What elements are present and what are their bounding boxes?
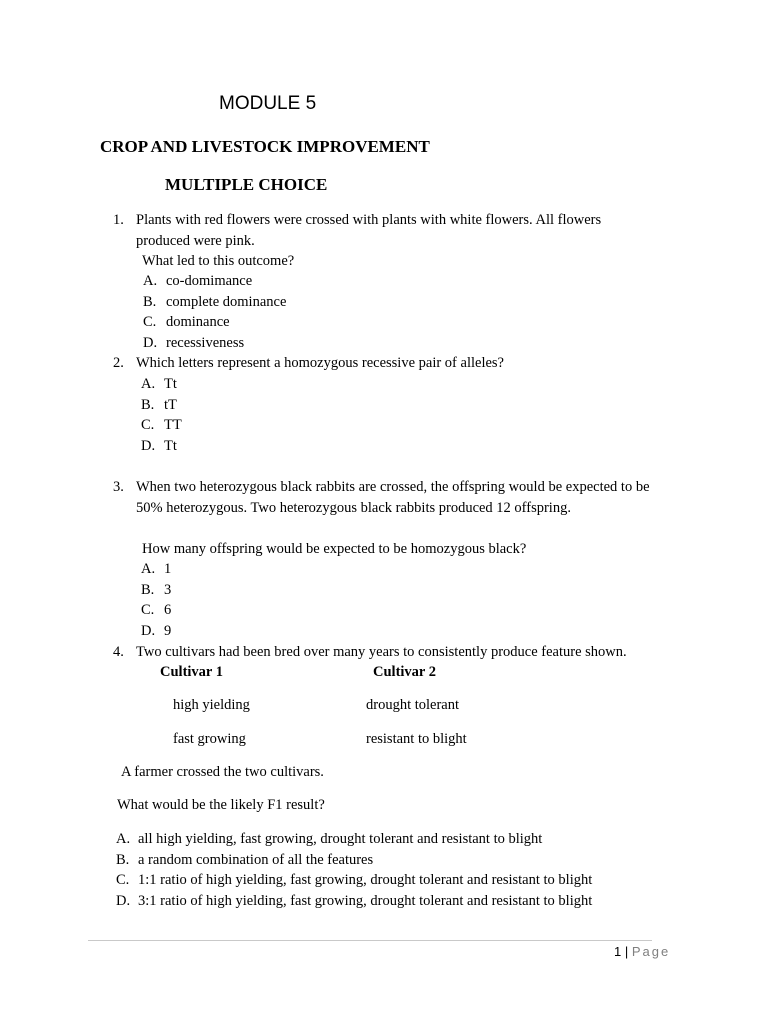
question-text: Which letters represent a homozygous recessive pair of alleles?	[136, 355, 504, 371]
option-text: TT	[164, 417, 182, 433]
table-cell: drought tolerant	[366, 697, 460, 713]
option-letter: B.	[116, 852, 130, 868]
option-text: 3	[164, 582, 172, 598]
table-cell: high yielding	[173, 697, 250, 713]
question-text: 50% heterozygous. Two heterozygous black rabbits produced 12 offspring.	[136, 500, 571, 516]
option-letter: C.	[141, 417, 155, 433]
option-letter: D.	[141, 438, 156, 454]
page-label: Page	[631, 944, 671, 959]
page-title: CROP AND LIVESTOCK IMPROVEMENT	[100, 137, 430, 156]
option-letter: A.	[116, 831, 131, 847]
option-text: complete dominance	[166, 294, 287, 310]
option-text: recessiveness	[166, 335, 245, 351]
question-text: produced were pink.	[136, 233, 255, 249]
option-letter: D.	[141, 623, 156, 639]
option-letter: A.	[141, 376, 156, 392]
table-cell: resistant to blight	[366, 731, 467, 747]
question-text: When two heterozygous black rabbits are crossed, the offspring would be expected to be	[136, 479, 650, 495]
question-prompt: How many offspring would be expected to be homozygous black?	[142, 541, 527, 557]
section-heading: MULTIPLE CHOICE	[165, 175, 328, 194]
option-text: Tt	[164, 438, 177, 454]
question-number: 4.	[113, 644, 124, 660]
page-footer	[614, 944, 670, 959]
table-cell: fast growing	[173, 731, 246, 747]
option-letter: B.	[141, 582, 155, 598]
question-prompt: What would be the likely F1 result?	[117, 797, 325, 813]
question-number: 1.	[113, 212, 124, 228]
option-letter: A.	[141, 561, 156, 577]
question-text: Plants with red flowers were crossed with plants with white flowers. All flowers	[136, 212, 602, 228]
question-number: 3.	[113, 479, 124, 495]
question-number: 2.	[113, 355, 124, 371]
question-prompt: What led to this outcome?	[142, 253, 295, 269]
page-number: 1	[614, 944, 622, 959]
option-text: 3:1 ratio of high yielding, fast growing, drought tolerant and resistant to blight	[138, 893, 593, 909]
option-letter: C.	[141, 602, 155, 618]
option-text: 1	[164, 561, 172, 577]
option-text: 6	[164, 602, 172, 618]
footer-separator: |	[624, 944, 629, 959]
option-text: all high yielding, fast growing, drought tolerant and resistant to blight	[138, 831, 543, 847]
option-letter: D.	[143, 335, 158, 351]
column-header: Cultivar 1	[160, 664, 223, 680]
option-letter: B.	[141, 397, 155, 413]
option-letter: C.	[143, 314, 157, 330]
option-text: 9	[164, 623, 172, 639]
option-text: Tt	[164, 376, 177, 392]
question-statement: A farmer crossed the two cultivars.	[121, 764, 324, 780]
column-header: Cultivar 2	[373, 664, 436, 680]
option-text: co-domimance	[166, 273, 253, 289]
option-letter: C.	[116, 872, 130, 888]
option-text: tT	[164, 397, 177, 413]
option-letter: A.	[143, 273, 158, 289]
option-text: 1:1 ratio of high yielding, fast growing, drought tolerant and resistant to blight	[138, 872, 593, 888]
module-title: MODULE 5	[219, 93, 317, 114]
question-text: Two cultivars had been bred over many years to consistently produce feature shown.	[136, 644, 627, 660]
option-text: a random combination of all the features	[138, 852, 374, 868]
option-letter: D.	[116, 893, 131, 909]
option-letter: B.	[143, 294, 157, 310]
option-text: dominance	[166, 314, 230, 330]
footer-divider	[88, 940, 652, 941]
